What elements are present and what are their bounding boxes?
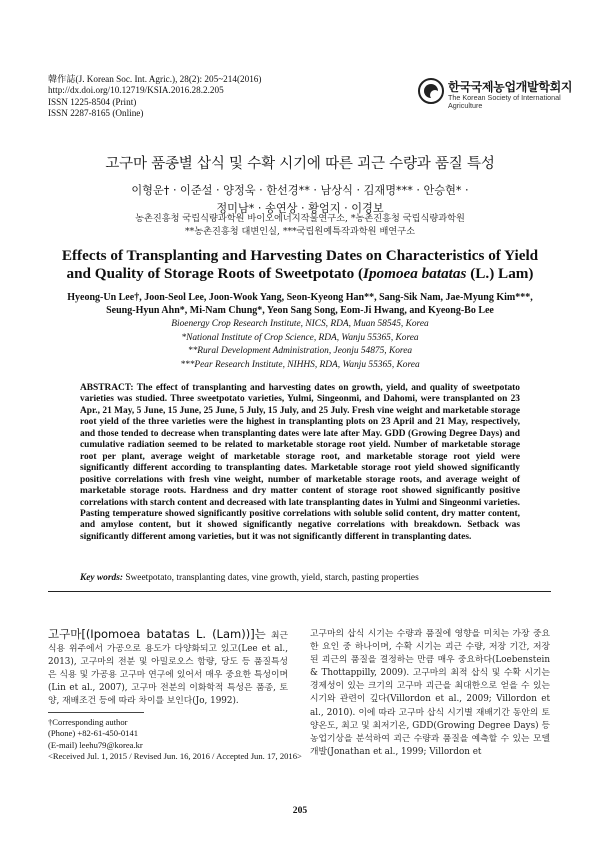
author-email[interactable]: (E-mail) leehu79@korea.kr [48, 739, 143, 750]
abstract-text: The effect of transplanting and harvesting dates on growth, yield, and quality of sweetpotato varieties was studied. Three sweetpotato varieties, Yulmi, Singeonmi, and Dahomi, were transplanted on 23 Apr., 21 May, 5 June, 15 June, 25 June, 5 July, 15 July, and 25 July. Fresh vine weight and marketable storage root yield of the three varieties were the highest in transplanting plots on 23 April and 21 May, respectively, and those tended to decrease when transplanting dates were late after May. GDD (Growing Degree Days) and cumulative radiation seemed to be related to marketable storage root yield. Number of marketable storage root per plant, average weight of marketable storage root, and marketable storage root yield were significantly different according to transplanting dates. Marketable storage root yield showed significantly positive correlations with fresh vine weight, number of marketable storage roots, and average weight of marketable storage roots. Hardness and dry matter content of storage root showed significantly positive correlations with starch content and decreased with late transplanting dates in Yulmi and Singeonmi varieties. Pasting temperature showed significantly positive correlations with soluble solid content, dry matter content, and amylose content, but it showed significantly negative correlations with breakdown. Setback was significantly different among varieties, but it was not significantly different in transplanting dates. [80, 383, 520, 542]
species-name: Ipomoea batatas [363, 265, 467, 283]
body-left-text: 최근 식용 위주에서 가공으로 용도가 다양화되고 있고(Lee et al., 2013), 고구마의 전분 및 아밀로오스 함량, 당도 등 품질특성은 식용 및 가공용 고구마 연구에 있어서 매우 중요한 특성이며(Lin et al., 2007), 고구마 전분의 이화학적 특성은 품종, 토양, 재배조건 등에 따라 차이를 보인다(Jo, 1992). [48, 631, 288, 707]
society-name-ko: 한국국제농업개발학회지 [448, 80, 573, 94]
authors-korean-line2: 정미남* · 송연상 · 황엄지 · 이경보 [216, 202, 384, 215]
journal-header [48, 74, 261, 120]
abstract [80, 383, 520, 543]
society-emblem-icon [418, 78, 444, 104]
abstract-label: ABSTRACT: [80, 383, 134, 393]
issn-online: ISSN 2287-8165 (Online) [48, 108, 144, 119]
page-number: 205 [292, 805, 308, 816]
affiliation-english-line2: *National Institute of Crop Science, RDA, Wanju 55365, Korea [181, 332, 419, 343]
society-logo [418, 78, 573, 118]
body-right-text: 고구마의 삽식 시기는 수량과 품질에 영향을 미치는 가장 중요한 요인 중 하나이며, 수확 시기는 괴근 수량, 저장 기간, 저장된 괴근의 품질을 결정하는 만큼 매우 중요하다(Loebenstein & Thottappilly, 2009). 고구마의 최적 삽식 및 수확 시기는 경제성이 있는 크기의 고구마 괴근을 최대한으로 얻을 수 있는 시기와 관련이 깊다(Villordon et al., 2009; Villordon et al., 2010). 이에 따라 고구마 삽식 시기별 재배기간 동안의 토양온도, 최고 및 최저기온, GDD(Growing Degree Days) 등 농업기상을 분석하여 괴근 수량과 품질을 예측할 수 있는 모델 개발(Jonathan et al., 1999; Villordon et [310, 629, 550, 757]
affiliation-korean-line1: 농촌진흥청 국립식량과학원 바이오에너지작물연구소, *농촌진흥청 국립식량과학원 [135, 213, 465, 224]
issn-print: ISSN 1225-8504 (Print) [48, 96, 137, 107]
footnote-divider [48, 712, 144, 713]
title-english-line2-post: (L.) Lam) [466, 265, 534, 283]
body-lead: 고구마[(Ipomoea batatas L. (Lam))]는 [48, 627, 266, 641]
authors-korean-line1: 이형운† · 이준설 · 양정욱 · 한선경** · 남상식 · 김재명*** · 안승현* · [131, 184, 469, 197]
affiliation-english-line3: **Rural Development Administration, Jeonju 54875, Korea [187, 346, 413, 357]
body-column-left [48, 628, 288, 709]
authors-english-line2: Seung-Hyun Ahn*, Mi-Nam Chung*, Yeon Sang Song, Eom-Ji Hwang, and Kyeong-Bo Lee [106, 304, 494, 316]
body-column-right [310, 628, 550, 759]
title-english-line1: Effects of Transplanting and Harvesting Dates on Characteristics of Yield [61, 247, 539, 264]
affiliation-english-line4: ***Pear Research Institute, NIHHS, RDA, Wanju 55365, Korea [180, 359, 420, 370]
title-english [40, 247, 560, 284]
author-phone: (Phone) +82-61-450-0141 [48, 728, 139, 739]
affiliation-english-line1: Bioenergy Crop Research Institute, NICS, RDA, Muan 58545, Korea [171, 319, 429, 329]
society-name-en: The Korean Society of International Agriculture [448, 93, 561, 111]
title-korean: 고구마 품종별 삽식 및 수확 시기에 따른 괴근 수량과 품질 특성 [105, 156, 495, 172]
title-english-line2 [40, 265, 560, 283]
corresponding-author: †Corresponding author [48, 717, 128, 727]
keywords-label: Key words: [80, 573, 123, 583]
doi-link[interactable]: http://dx.doi.org/10.12719/KSIA.2016.28.2.205 [48, 85, 224, 96]
authors-english [40, 292, 560, 317]
keywords-text: Sweetpotato, transplanting dates, vine growth, yield, starch, pasting properties [125, 573, 419, 583]
title-english-line2-pre: and Quality of Storage Roots of Sweetpotato ( [66, 265, 364, 283]
received-dates: <Received Jul. 1, 2015 / Revised Jun. 16, 2016 / Accepted Jun. 17, 2016> [48, 750, 302, 761]
journal-citation: 韓作誌(J. Korean Soc. Int. Agric.), 28(2): 205~214(2016) [48, 74, 262, 84]
footnote [48, 717, 308, 762]
keywords [80, 572, 520, 584]
section-divider [48, 591, 551, 592]
affiliations-korean [60, 213, 540, 239]
affiliations-english [60, 318, 540, 372]
affiliation-korean-line2: **농촌진흥청 대변인실, ***국립원예특작과학원 배연구소 [185, 225, 415, 237]
authors-english-line1: Hyeong-Un Lee†, Joon-Seol Lee, Joon-Wook Yang, Seon-Kyeong Han**, Sang-Sik Nam, Jae-Myung Kim***, [67, 292, 533, 303]
